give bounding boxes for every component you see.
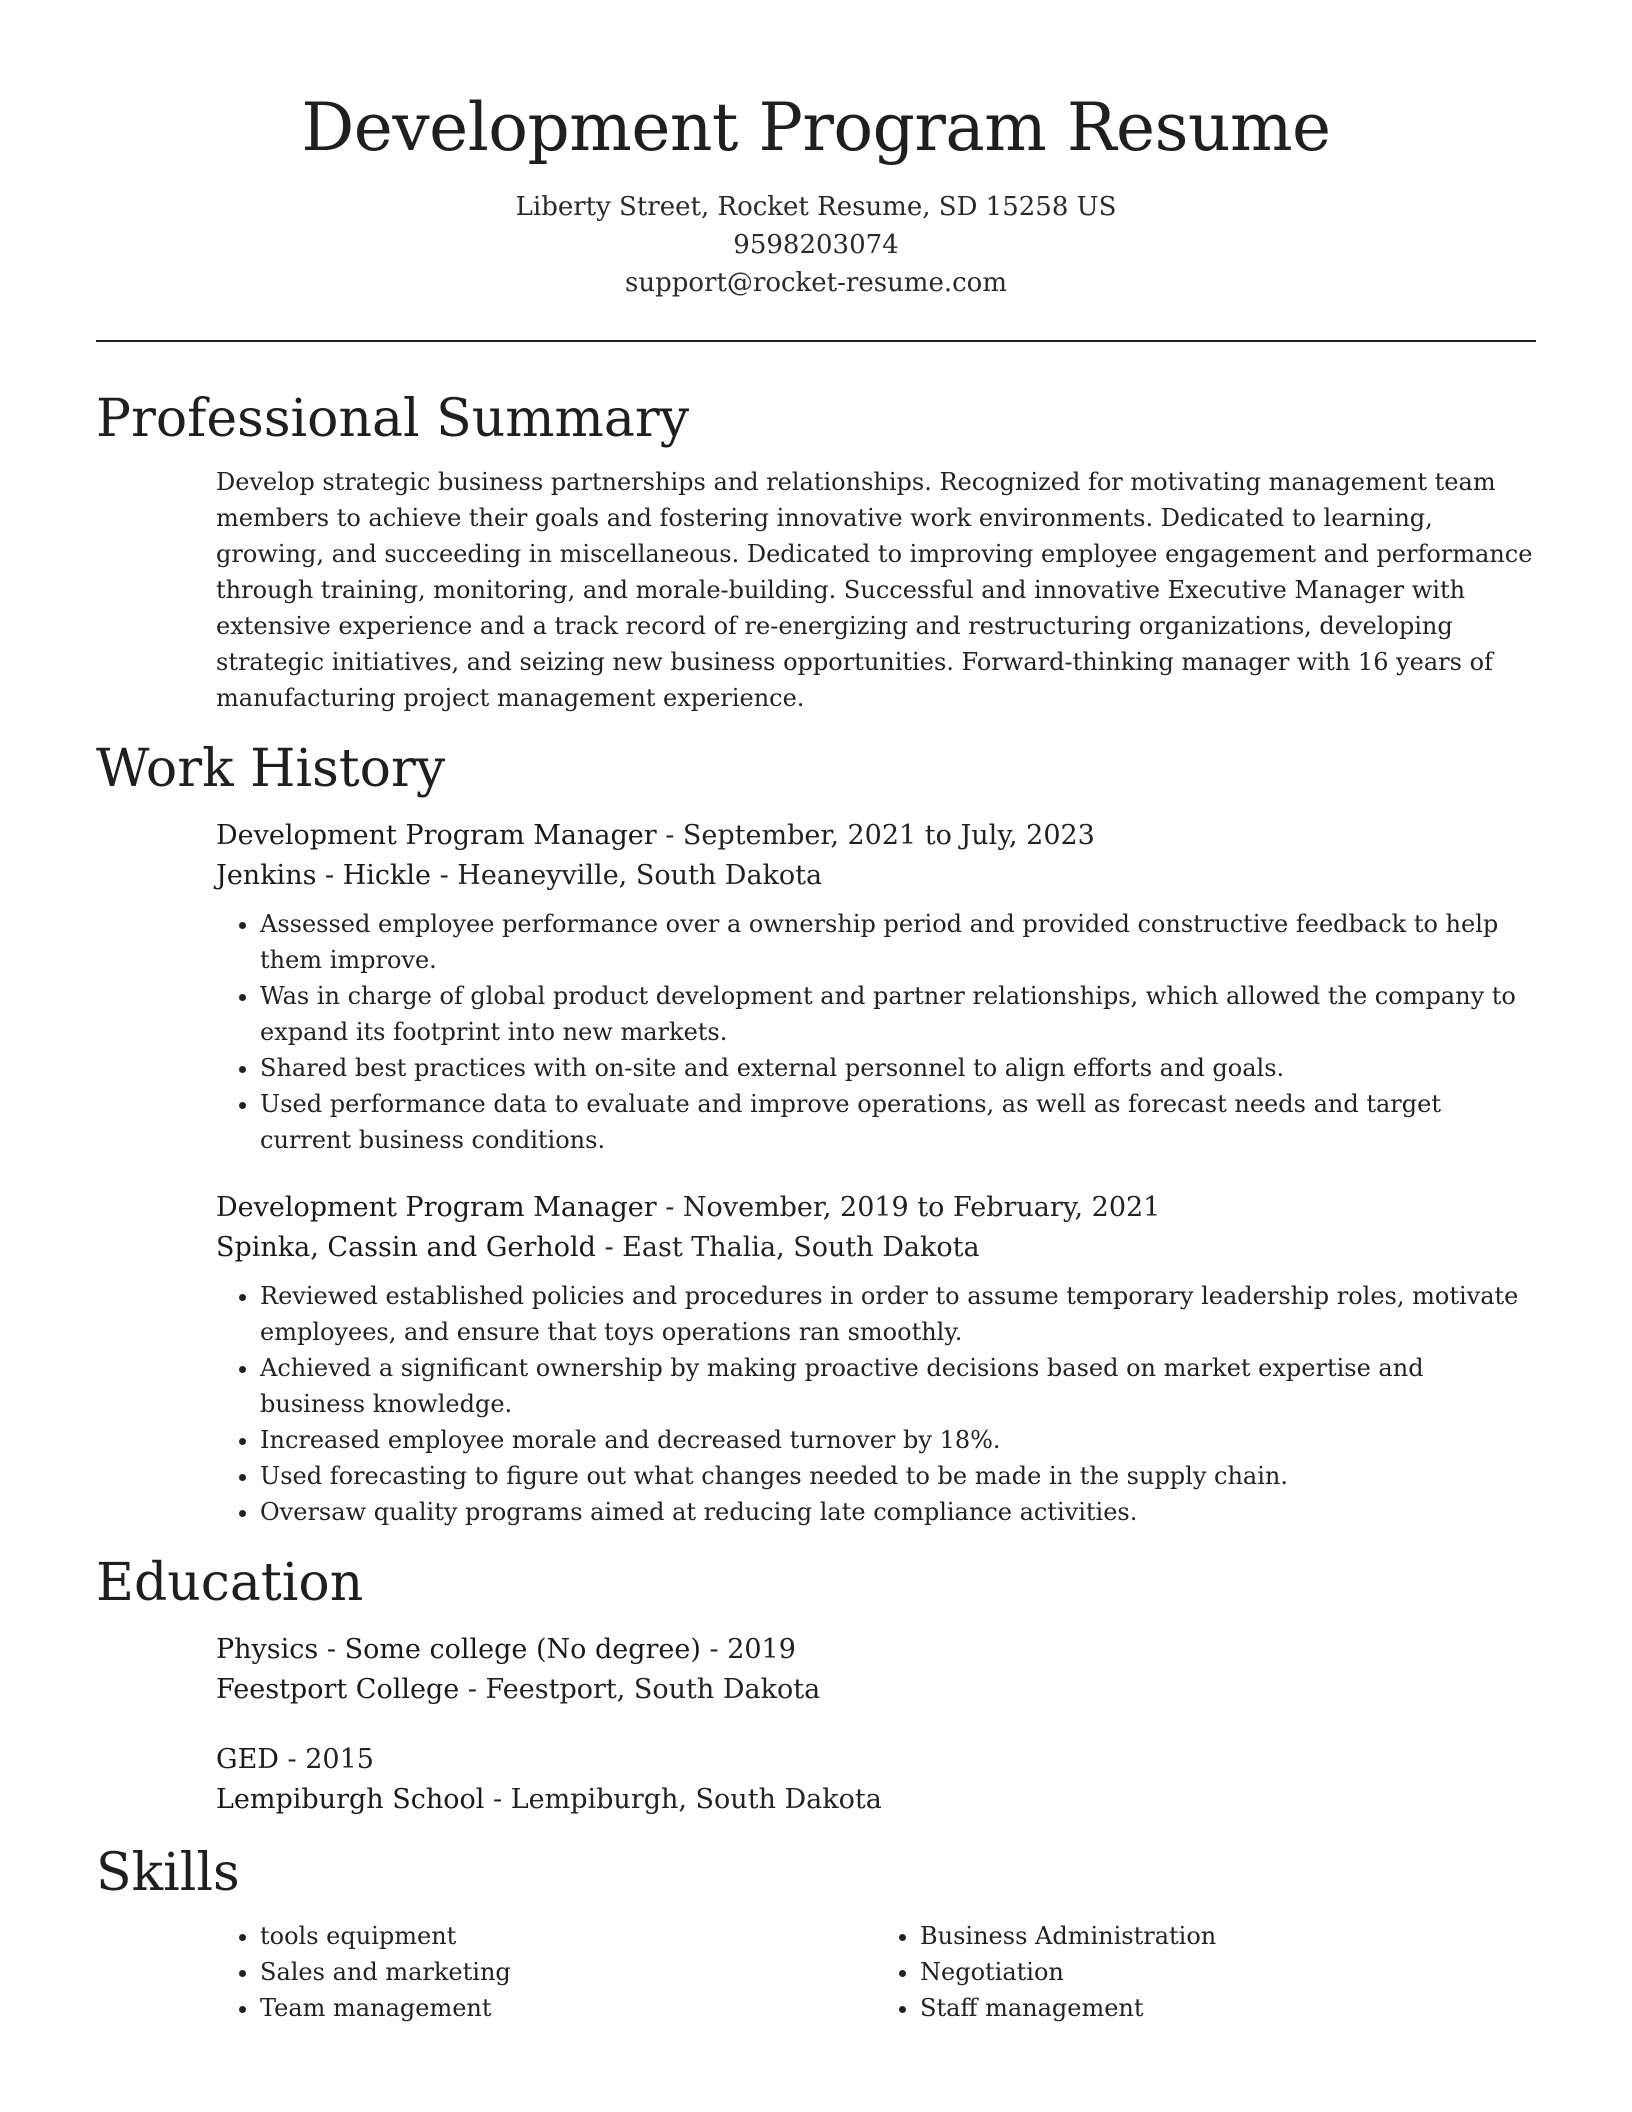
job-entry <box>216 1188 1536 1530</box>
list-item: • Reviewed established policies and procedures in order to assume temporary leadership roles, motivate employees, and ensure that toys operations ran smoothly. <box>260 1278 1536 1350</box>
job-title-line <box>216 816 1536 856</box>
job-company: Spinka, Cassin and Gerhold <box>216 1232 596 1263</box>
job-role: Development Program Manager <box>216 820 657 851</box>
address-text: Liberty Street, Rocket Resume, SD 15258 US <box>515 192 1117 222</box>
skills-list-left <box>216 1918 876 2026</box>
education-location: - Feestport, South Dakota <box>459 1674 821 1705</box>
job-dates: - November, 2019 to February, 2021 <box>656 1192 1161 1223</box>
job-dates: - September, 2021 to July, 2023 <box>656 820 1095 851</box>
list-item: • Shared best practices with on-site and external personnel to align efforts and goals. <box>260 1050 1536 1086</box>
education-degree: GED <box>216 1744 279 1775</box>
job-bullets <box>216 906 1536 1158</box>
list-item: • Business Administration <box>920 1918 1536 1954</box>
phone-text: 9598203074 <box>733 230 899 260</box>
resume-title: Development Program Resume <box>301 89 1331 166</box>
summary-body <box>216 464 1536 716</box>
list-item: • Assessed employee performance over a ownership period and provided constructive feedback to help them improve. <box>260 906 1536 978</box>
work-history-body <box>216 816 1536 1530</box>
list-item: • Negotiation <box>920 1954 1536 1990</box>
job-role: Development Program Manager <box>216 1192 657 1223</box>
skills-section <box>96 1840 1536 2026</box>
education-school-line <box>216 1780 1536 1820</box>
list-item: • Oversaw quality programs aimed at reducing late compliance activities. <box>260 1494 1536 1530</box>
education-school: Lempiburgh School <box>216 1784 485 1815</box>
education-heading: Education <box>96 1553 364 1613</box>
job-bullets <box>216 1278 1536 1530</box>
education-degree-line <box>216 1740 1536 1780</box>
email-text: support@rocket-resume.com <box>624 268 1007 298</box>
work-history-heading: Work History <box>96 739 446 799</box>
work-history-section <box>96 736 1536 1530</box>
job-company-line <box>216 856 1536 896</box>
list-item: • Achieved a significant ownership by making proactive decisions based on market expertise and business knowledge. <box>260 1350 1536 1422</box>
education-body <box>216 1630 1536 1820</box>
header-divider <box>96 340 1536 342</box>
education-section <box>96 1550 1536 1820</box>
skills-body <box>216 1918 1536 2026</box>
skills-columns <box>216 1918 1536 2026</box>
resume-header <box>96 0 1536 302</box>
job-company: Jenkins - Hickle <box>216 860 431 891</box>
education-school-line <box>216 1670 1536 1710</box>
list-item: • Sales and marketing <box>260 1954 876 1990</box>
list-item: • Increased employee morale and decreased turnover by 18%. <box>260 1422 1536 1458</box>
summary-heading: Professional Summary <box>96 389 690 449</box>
list-item: • Was in charge of global product development and partner relationships, which allowed the company to expand its footprint into new markets. <box>260 978 1536 1050</box>
job-location: - Heaneyville, South Dakota <box>431 860 823 891</box>
education-year: - 2019 <box>700 1634 796 1665</box>
job-company-line <box>216 1228 1536 1268</box>
education-location: - Lempiburgh, South Dakota <box>484 1784 882 1815</box>
education-degree: Physics - Some college (No degree) <box>216 1634 701 1665</box>
summary-section <box>96 386 1536 716</box>
education-entry <box>216 1740 1536 1820</box>
list-item: • Team management <box>260 1990 876 2026</box>
skills-list-right <box>876 1918 1536 2026</box>
job-location: - East Thalia, South Dakota <box>595 1232 980 1263</box>
skills-heading: Skills <box>96 1843 240 1903</box>
list-item: • Used forecasting to figure out what changes needed to be made in the supply chain. <box>260 1458 1536 1494</box>
list-item: • Used performance data to evaluate and improve operations, as well as forecast needs and target current business conditions. <box>260 1086 1536 1158</box>
education-year: - 2015 <box>278 1744 374 1775</box>
list-item: • Staff management <box>920 1990 1536 2026</box>
list-item: • tools equipment <box>260 1918 876 1954</box>
job-title-line <box>216 1188 1536 1228</box>
summary-text: Develop strategic business partnerships and relationships. Recognized for motivating management team members to achieve their goals and fostering innovative work environments. Dedicated to learning, growing, and succeeding in miscellaneous. Dedicated to improving employee engagement and performance through training, monitoring, and morale-building. Successful and innovative Executive Manager with extensive experience and a track record of re-energizing and restructuring organizations, developing strategic initiatives, and seizing new business opportunities. Forward-thinking manager with 16 years of manufacturing project management experience. <box>216 468 1533 712</box>
job-entry <box>216 816 1536 1158</box>
education-entry <box>216 1630 1536 1710</box>
education-school: Feestport College <box>216 1674 460 1705</box>
education-degree-line <box>216 1630 1536 1670</box>
